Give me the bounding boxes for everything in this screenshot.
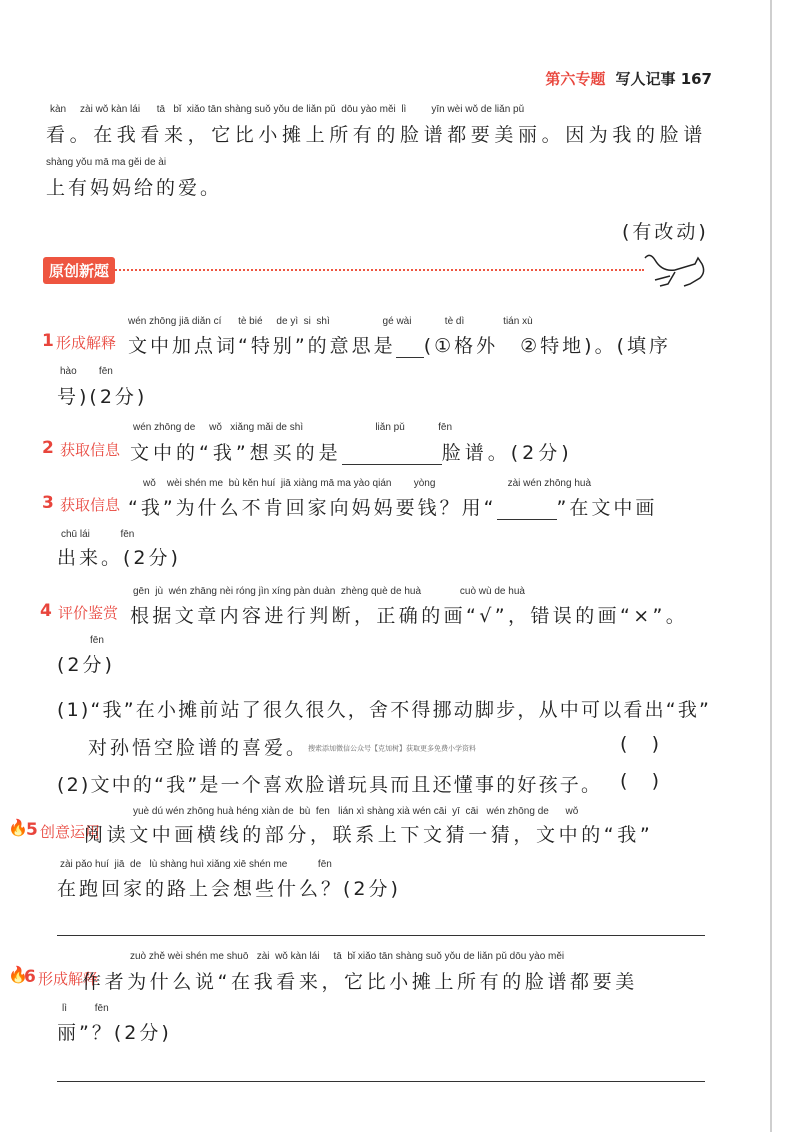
pinyin-line: zuò zhě wèi shén me shuō zài wǒ kàn lái tā bǐ xiǎo tān shàng suǒ yǒu de liǎn pǔ dōu yào měi	[130, 951, 565, 962]
pinyin-line: wǒ wèi shén me bù kěn huí jiā xiàng mā ma yào qián yòng zài wén zhōng huà	[143, 478, 592, 489]
chapter-title: 写人记事	[615, 70, 676, 88]
question-text: (2分)	[57, 654, 115, 676]
passage-line: 上有妈妈给的爱。	[46, 177, 223, 199]
pinyin-line: zài pǎo huí jiā de lù shàng huì xiǎng xiē shén me fēn	[60, 859, 332, 870]
answer-line[interactable]	[57, 1081, 705, 1082]
cat-icon	[640, 250, 710, 290]
question-number: 2	[42, 438, 54, 458]
question-text-part: 文中的“我”想买的是	[130, 442, 342, 464]
section-badge: 原创新题	[43, 257, 115, 284]
question-text: 丽”？(2分)	[57, 1022, 172, 1044]
pinyin-line: shàng yǒu mā ma gěi de ài	[46, 157, 167, 168]
question-text: 作者为什么说“在我看来，它比小摊上所有的脸谱都要美	[82, 971, 638, 993]
question-text: 阅读文中画横线的部分，联系上下文猜一猜，文中的“我”	[84, 824, 654, 846]
question-type-label: 评价鉴赏	[58, 604, 119, 622]
question-number: 3	[42, 493, 54, 513]
question-text	[128, 331, 671, 358]
page-number: 167	[680, 70, 712, 88]
question-text: 号)(2分)	[57, 386, 148, 408]
answer-blank[interactable]	[342, 446, 442, 465]
judgement-item-2: (2)文中的“我”是一个喜欢脸谱玩具而且还懂事的好孩子。	[57, 774, 603, 796]
question-number: 4	[40, 601, 52, 621]
question-text: 出来。(2分)	[57, 547, 181, 569]
source-note: (有改动)	[622, 221, 709, 243]
answer-blank[interactable]	[497, 501, 557, 520]
answer-parentheses[interactable]: ( )	[620, 770, 659, 792]
fire-icon: 🔥	[8, 818, 28, 837]
pinyin-line: fēn	[90, 635, 104, 646]
question-text: 在跑回家的路上会想些什么？(2分)	[57, 878, 401, 900]
pinyin-line: wén zhōng jiā diǎn cí tè bié de yì si shì gé wài tè dì tián xù	[128, 316, 533, 327]
pinyin-line: yuè dú wén zhōng huà héng xiàn de bù fen lián xì shàng xià wén cāi yī cāi wén zhōng de wǒ	[133, 806, 579, 817]
question-text: 根据文章内容进行判断，正确的画“√”，错误的画“×”。	[130, 605, 689, 627]
watermark: 搜索添加微信公众号【克加树】获取更多免费小学资料	[308, 744, 477, 753]
chapter-label: 第六专题	[545, 70, 606, 88]
answer-parentheses[interactable]: ( )	[620, 733, 659, 755]
question-text-part: 脸谱。(2分)	[441, 442, 573, 464]
pinyin-line: chū lái fēn	[61, 529, 135, 540]
question-type-label: 形成解释	[38, 970, 99, 988]
question-type-label: 创意运用	[40, 823, 101, 841]
question-number: 5	[26, 820, 38, 840]
page-edge	[770, 0, 772, 1132]
question-type-label: 形成解释	[56, 334, 117, 352]
answer-blank[interactable]	[396, 339, 424, 358]
question-text-part: ”在文中画	[556, 497, 658, 519]
question-type-label: 获取信息	[60, 441, 121, 459]
fire-icon: 🔥	[8, 965, 28, 984]
question-text-part: (①格外 ②特地)。(填序	[423, 335, 671, 357]
page-header	[545, 68, 712, 89]
judgement-item-1: (1)“我”在小摊前站了很久很久，舍不得挪动脚步，从中可以看出“我”	[57, 699, 712, 721]
answer-line[interactable]	[57, 935, 705, 936]
question-number: 1	[42, 331, 54, 351]
pinyin-line: lì fēn	[62, 1003, 109, 1014]
pinyin-line: kàn zài wǒ kàn lái tā bǐ xiǎo tān shàng suǒ yǒu de liǎn pǔ dōu yào měi lì yīn wèi wǒ de liǎn pǔ	[50, 104, 525, 115]
question-type-label: 获取信息	[60, 496, 121, 514]
question-text	[130, 438, 573, 465]
dotted-divider	[96, 269, 644, 271]
judgement-item-1-cont	[88, 733, 476, 760]
passage-line: 看。在我看来，它比小摊上所有的脸谱都要美丽。因为我的脸谱	[46, 124, 707, 146]
pinyin-line: wén zhōng de wǒ xiǎng mǎi de shì liǎn pǔ fēn	[133, 422, 453, 433]
question-text-part: “我”为什么不肯回家向妈妈要钱？用“	[128, 497, 497, 519]
question-text	[128, 493, 657, 520]
pinyin-line: gēn jù wén zhāng nèi róng jìn xíng pàn duàn zhèng què de huà cuò wù de huà	[133, 586, 525, 597]
pinyin-line: hào fēn	[60, 366, 113, 377]
question-number: 6	[24, 967, 36, 987]
question-text-part: 文中加点词“特别”的意思是	[128, 335, 396, 357]
question-text-part: 对孙悟空脸谱的喜爱。	[88, 737, 309, 759]
